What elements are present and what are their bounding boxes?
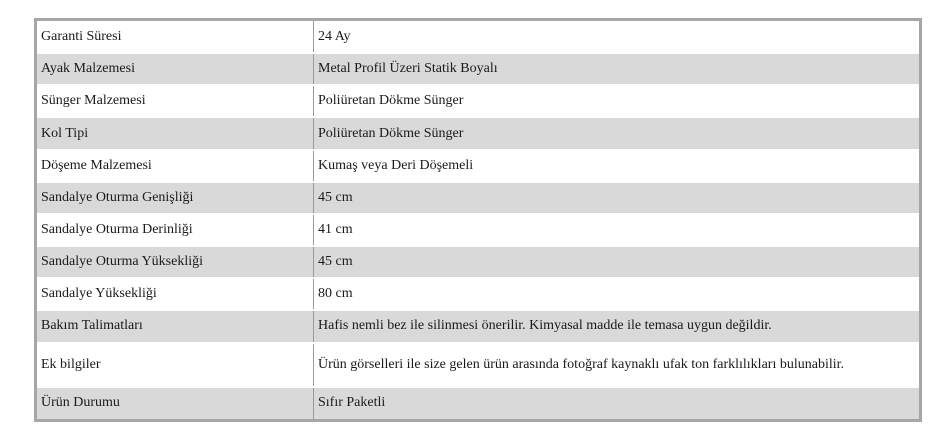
table-row	[37, 310, 919, 342]
spec-value: Kumaş veya Deri Döşemeli	[314, 150, 920, 182]
spec-label: Garanti Süresi	[37, 21, 314, 53]
spec-label: Döşeme Malzemesi	[37, 150, 314, 182]
spec-label: Sandalye Oturma Yüksekliği	[37, 246, 314, 278]
spec-label: Ürün Durumu	[37, 387, 314, 419]
spec-value: 41 cm	[314, 214, 920, 246]
spec-value: Poliüretan Dökme Sünger	[314, 117, 920, 149]
table-row	[37, 387, 919, 419]
table-row	[37, 182, 919, 214]
table-row	[37, 278, 919, 310]
spec-label: Ek bilgiler	[37, 343, 314, 387]
spec-table-grid	[37, 21, 919, 419]
spec-label: Bakım Talimatları	[37, 310, 314, 342]
table-row	[37, 85, 919, 117]
table-row	[37, 117, 919, 149]
spec-value: 24 Ay	[314, 21, 920, 53]
spec-label: Kol Tipi	[37, 117, 314, 149]
table-row	[37, 343, 919, 387]
table-row	[37, 150, 919, 182]
spec-value: Sıfır Paketli	[314, 387, 920, 419]
table-row	[37, 246, 919, 278]
spec-label: Sandalye Yüksekliği	[37, 278, 314, 310]
table-row	[37, 53, 919, 85]
spec-value: Ürün görselleri ile size gelen ürün arasında fotoğraf kaynaklı ufak ton farklılıkları bulunabilir.	[314, 343, 920, 387]
spec-label: Ayak Malzemesi	[37, 53, 314, 85]
table-row	[37, 214, 919, 246]
spec-label: Sünger Malzemesi	[37, 85, 314, 117]
spec-label: Sandalye Oturma Genişliği	[37, 182, 314, 214]
product-spec-table	[34, 18, 922, 422]
spec-label: Sandalye Oturma Derinliği	[37, 214, 314, 246]
spec-value: 45 cm	[314, 182, 920, 214]
spec-value: Metal Profil Üzeri Statik Boyalı	[314, 53, 920, 85]
table-row	[37, 21, 919, 53]
spec-value: Poliüretan Dökme Sünger	[314, 85, 920, 117]
spec-value: 80 cm	[314, 278, 920, 310]
spec-value: Hafis nemli bez ile silinmesi önerilir. Kimyasal madde ile temasa uygun değildir.	[314, 310, 920, 342]
spec-value: 45 cm	[314, 246, 920, 278]
